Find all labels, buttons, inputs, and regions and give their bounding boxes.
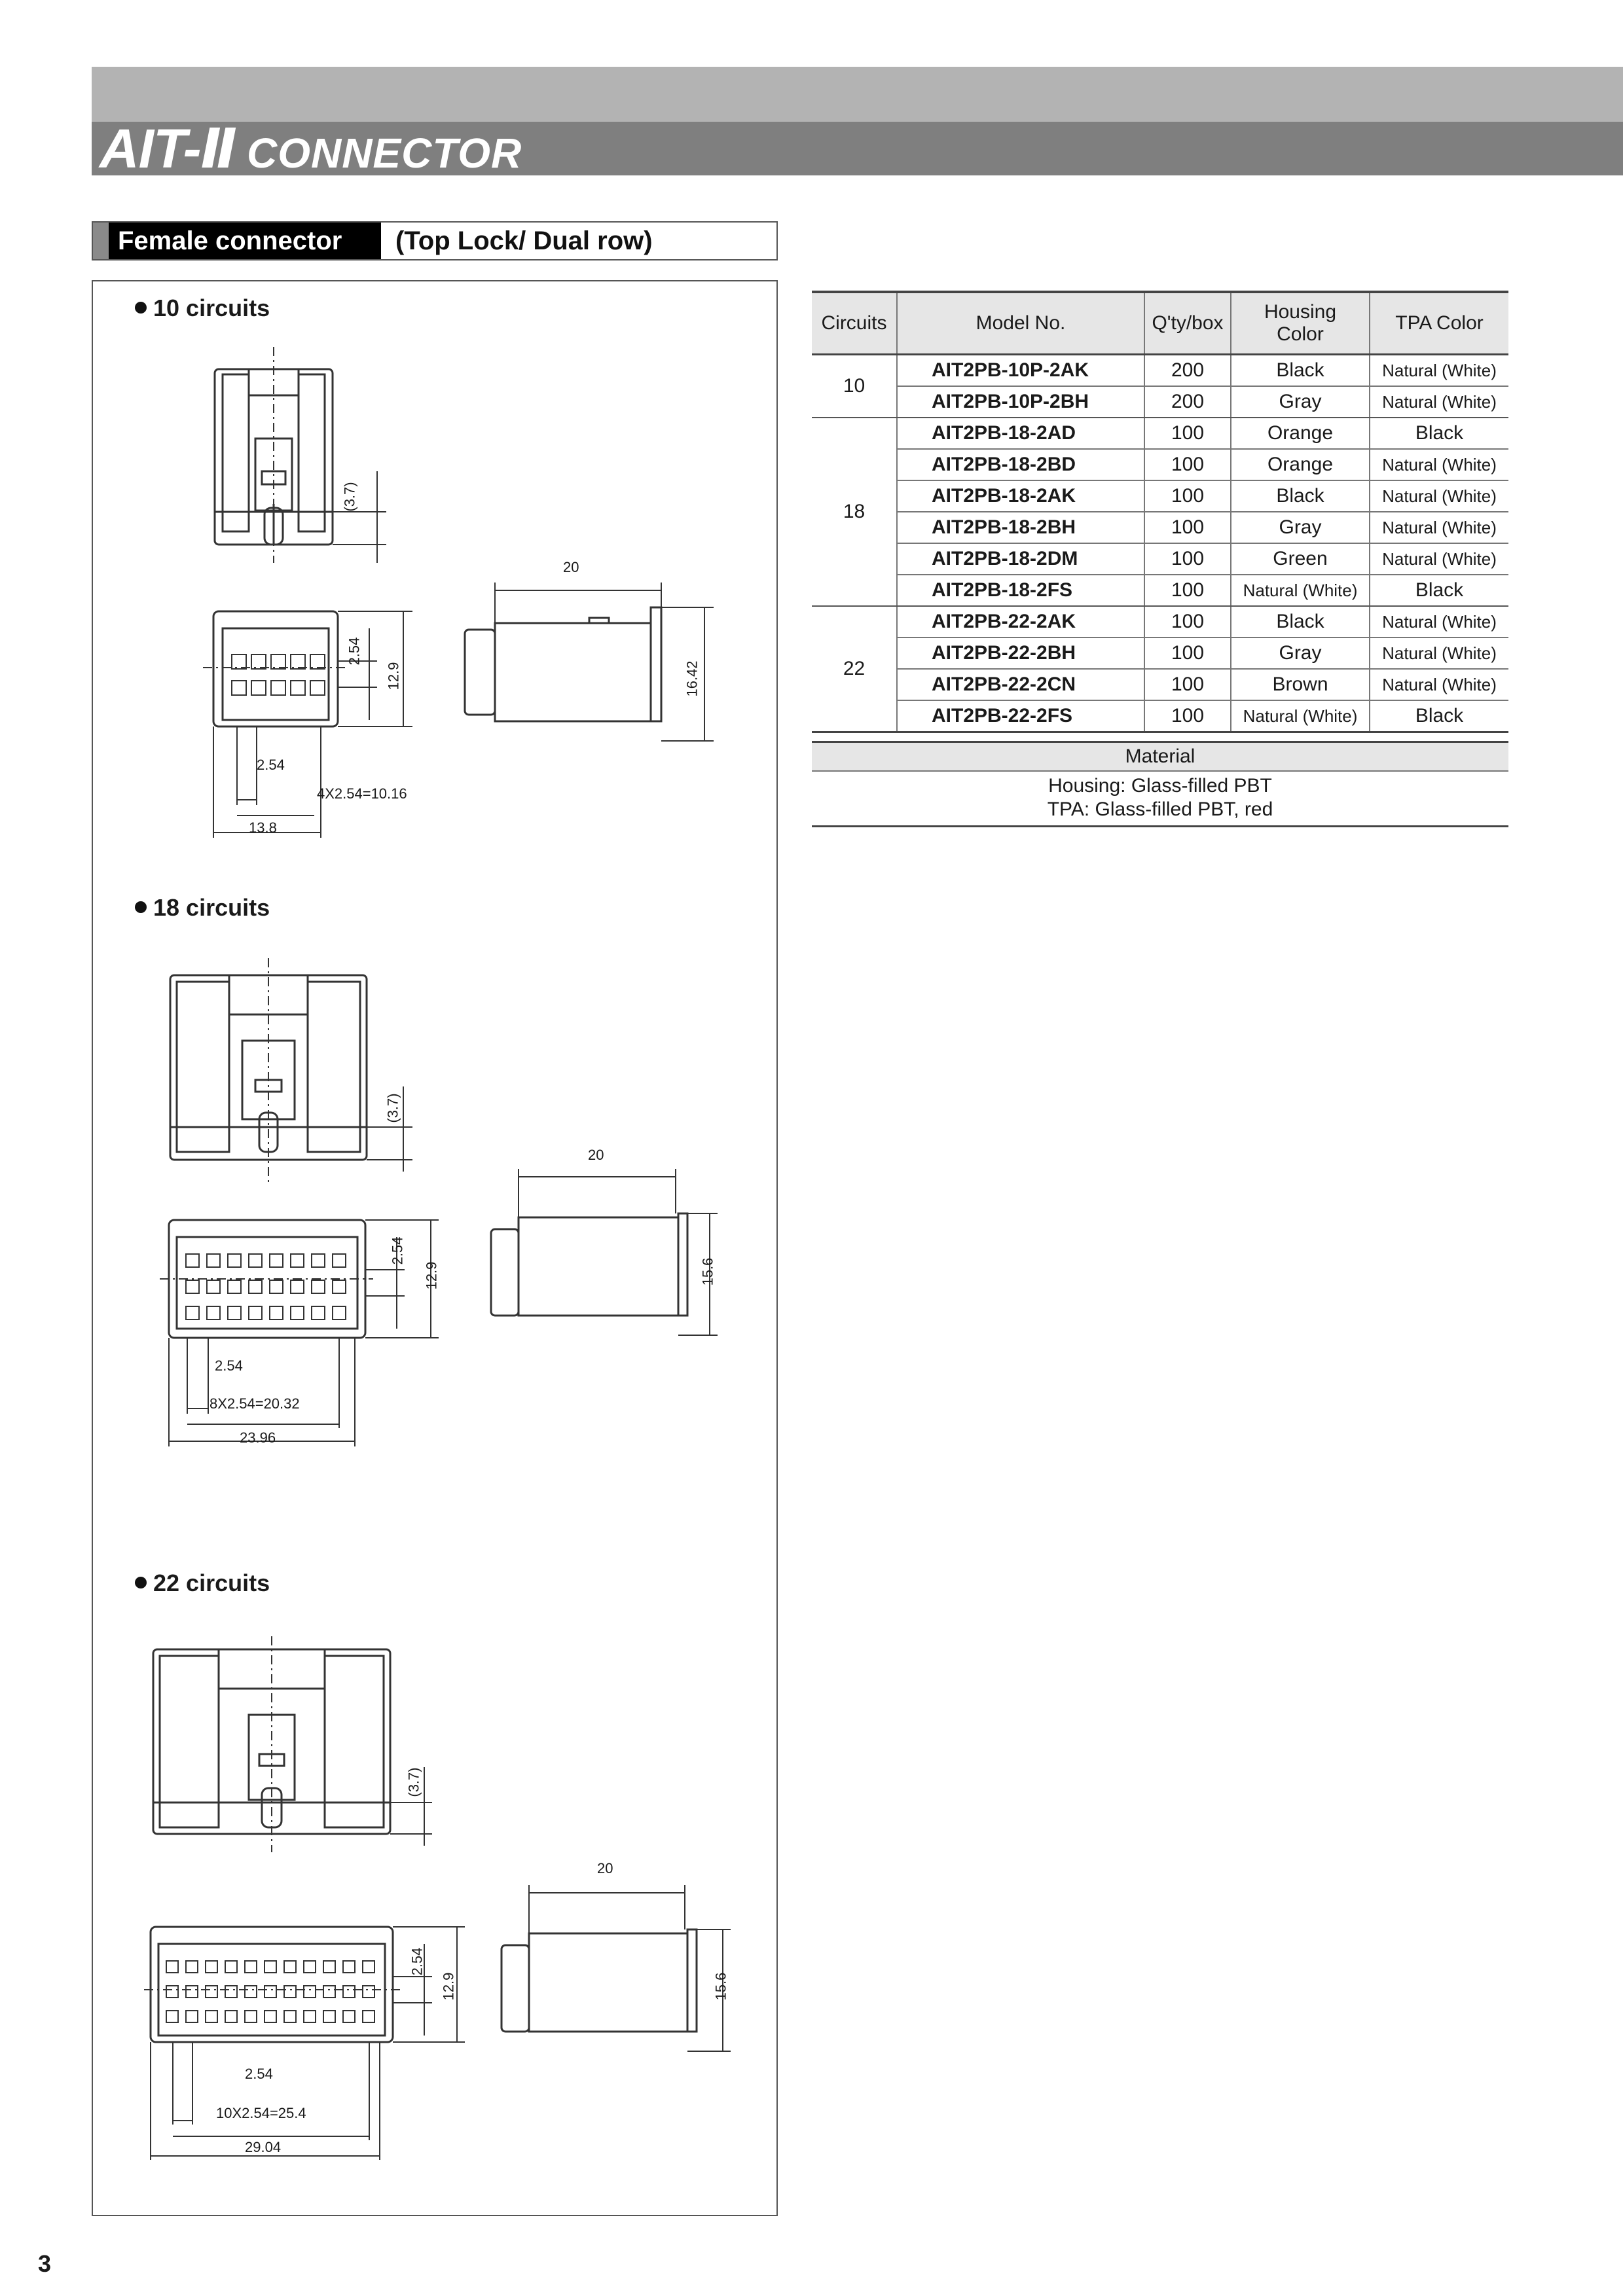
drawing-heading-18-text: 18 circuits — [153, 894, 270, 921]
material-tpa: TPA: Glass-filled PBT, red — [1047, 798, 1273, 820]
cell-tpa: Natural (White) — [1370, 480, 1508, 512]
th-circuits: Circuits — [812, 292, 897, 355]
cell-qty: 200 — [1144, 355, 1231, 387]
cell-model: AIT2PB-10P-2BH — [897, 386, 1144, 418]
dim-label-18-latch: (3.7) — [384, 1093, 401, 1123]
dim-label-22-side-height: 15.6 — [712, 1972, 729, 2001]
cell-model: AIT2PB-18-2AK — [897, 480, 1144, 512]
cell-tpa: Natural (White) — [1370, 512, 1508, 543]
cell-qty: 100 — [1144, 543, 1231, 575]
section-sublabel: (Top Lock/ Dual row) — [395, 226, 653, 255]
cell-tpa: Natural (White) — [1370, 386, 1508, 418]
cell-housing: Black — [1231, 355, 1370, 387]
dim-label-18-height: 12.9 — [423, 1261, 440, 1290]
table-header-row — [812, 292, 1508, 355]
section-label: Female connector — [118, 226, 342, 255]
page-number: 3 — [38, 2250, 52, 2277]
table-row — [812, 512, 1508, 543]
cell-qty: 100 — [1144, 700, 1231, 732]
cell-qty: 100 — [1144, 418, 1231, 449]
cell-qty: 100 — [1144, 606, 1231, 637]
dim-label-22-latch: (3.7) — [405, 1767, 422, 1797]
cell-housing: Gray — [1231, 637, 1370, 669]
cell-housing: Orange — [1231, 449, 1370, 480]
dim-label-22-width: 29.04 — [245, 2139, 282, 2155]
dim-label-10-height: 12.9 — [385, 662, 402, 691]
dim-label-10-pitch-v: 2.54 — [346, 637, 363, 666]
cell-housing: Black — [1231, 606, 1370, 637]
drawing-heading-10-text: 10 circuits — [153, 295, 270, 321]
drawing-heading-10 — [135, 295, 270, 322]
bullet-icon — [135, 901, 147, 913]
table-row — [812, 386, 1508, 418]
cell-model: AIT2PB-22-2BH — [897, 637, 1144, 669]
cell-circuits: 22 — [812, 606, 897, 732]
cell-tpa: Natural (White) — [1370, 543, 1508, 575]
page-title — [100, 120, 522, 177]
cell-qty: 100 — [1144, 637, 1231, 669]
table-row — [812, 355, 1508, 387]
dim-label-18-side-height: 15.6 — [699, 1257, 716, 1286]
dim-label-10-span: 4X2.54=10.16 — [317, 785, 407, 802]
header-band-top — [92, 67, 1623, 122]
table-row — [812, 700, 1508, 732]
th-qty: Q'ty/box — [1144, 292, 1231, 355]
cell-tpa: Natural (White) — [1370, 449, 1508, 480]
page-title-rest: CONNECTOR — [246, 130, 522, 177]
table-row — [812, 669, 1508, 700]
top-view-10 — [196, 340, 406, 576]
cell-housing: Natural (White) — [1231, 575, 1370, 606]
cell-circuits: 10 — [812, 355, 897, 418]
cell-housing: Black — [1231, 480, 1370, 512]
cell-model: AIT2PB-18-2FS — [897, 575, 1144, 606]
material-table — [812, 741, 1508, 827]
cell-housing: Natural (White) — [1231, 700, 1370, 732]
cell-qty: 100 — [1144, 512, 1231, 543]
cell-model: AIT2PB-18-2DM — [897, 543, 1144, 575]
page-title-main: AIT-Ⅱ — [100, 118, 236, 179]
table-row — [812, 480, 1508, 512]
cell-model: AIT2PB-22-2AK — [897, 606, 1144, 637]
dim-label-10-width: 13.8 — [249, 819, 277, 836]
th-housing: Housing Color — [1231, 292, 1370, 355]
cell-tpa: Black — [1370, 700, 1508, 732]
front-view-10 — [196, 589, 432, 851]
cell-model: AIT2PB-22-2FS — [897, 700, 1144, 732]
bullet-icon — [135, 302, 147, 314]
dim-label-10-pitch-h: 2.54 — [257, 757, 285, 773]
material-row — [812, 771, 1508, 827]
material-housing: Housing: Glass-filled PBT — [1048, 775, 1272, 797]
dim-label-18-span: 8X2.54=20.32 — [210, 1395, 300, 1412]
section-label-accent — [93, 223, 109, 259]
cell-circuits: 18 — [812, 418, 897, 606]
table-row — [812, 606, 1508, 637]
table-row — [812, 418, 1508, 449]
bullet-icon — [135, 1577, 147, 1588]
cell-qty: 100 — [1144, 480, 1231, 512]
cell-qty: 100 — [1144, 449, 1231, 480]
cell-housing: Brown — [1231, 669, 1370, 700]
dim-label-18-pitch-v: 2.54 — [389, 1236, 406, 1265]
table-row — [812, 637, 1508, 669]
cell-tpa: Black — [1370, 418, 1508, 449]
cell-model: AIT2PB-18-2BD — [897, 449, 1144, 480]
drawing-heading-18 — [135, 894, 270, 922]
cell-qty: 100 — [1144, 575, 1231, 606]
cell-housing: Gray — [1231, 512, 1370, 543]
dim-label-18-pitch-h: 2.54 — [215, 1357, 243, 1374]
table-row — [812, 575, 1508, 606]
model-table — [812, 291, 1508, 733]
section-bar — [92, 221, 778, 260]
side-view-10 — [458, 569, 720, 753]
th-tpa: TPA Color — [1370, 292, 1508, 355]
material-header: Material — [812, 742, 1508, 772]
drawing-heading-22-text: 22 circuits — [153, 1570, 270, 1596]
cell-tpa: Natural (White) — [1370, 606, 1508, 637]
cell-housing: Orange — [1231, 418, 1370, 449]
cell-tpa: Black — [1370, 575, 1508, 606]
dim-label-22-side-length: 20 — [597, 1860, 613, 1876]
front-view-22 — [144, 1898, 471, 2173]
cell-qty: 100 — [1144, 669, 1231, 700]
side-view-18 — [482, 1152, 731, 1348]
cell-model: AIT2PB-22-2CN — [897, 669, 1144, 700]
material-body — [812, 771, 1508, 827]
table-row — [812, 449, 1508, 480]
table-row — [812, 543, 1508, 575]
dim-label-22-pitch-h: 2.54 — [245, 2066, 273, 2082]
cell-qty: 200 — [1144, 386, 1231, 418]
th-model: Model No. — [897, 292, 1144, 355]
dim-label-18-width: 23.96 — [240, 1429, 276, 1446]
dim-label-10-latch: (3.7) — [341, 482, 358, 512]
cell-tpa: Natural (White) — [1370, 637, 1508, 669]
dim-label-18-side-length: 20 — [588, 1147, 604, 1163]
dim-label-22-pitch-v: 2.54 — [409, 1947, 426, 1976]
cell-tpa: Natural (White) — [1370, 669, 1508, 700]
dim-label-10-side-length: 20 — [563, 559, 579, 575]
cell-model: AIT2PB-10P-2AK — [897, 355, 1144, 387]
dim-label-10-side-height: 16.42 — [684, 660, 701, 697]
cell-housing: Gray — [1231, 386, 1370, 418]
dim-label-22-span: 10X2.54=25.4 — [216, 2105, 306, 2121]
cell-housing: Green — [1231, 543, 1370, 575]
drawing-heading-22 — [135, 1570, 270, 1597]
dim-label-22-height: 12.9 — [440, 1972, 457, 2001]
cell-tpa: Natural (White) — [1370, 355, 1508, 387]
cell-model: AIT2PB-18-2AD — [897, 418, 1144, 449]
top-view-18 — [157, 956, 432, 1191]
top-view-22 — [144, 1636, 445, 1859]
cell-model: AIT2PB-18-2BH — [897, 512, 1144, 543]
side-view-22 — [495, 1868, 744, 2064]
